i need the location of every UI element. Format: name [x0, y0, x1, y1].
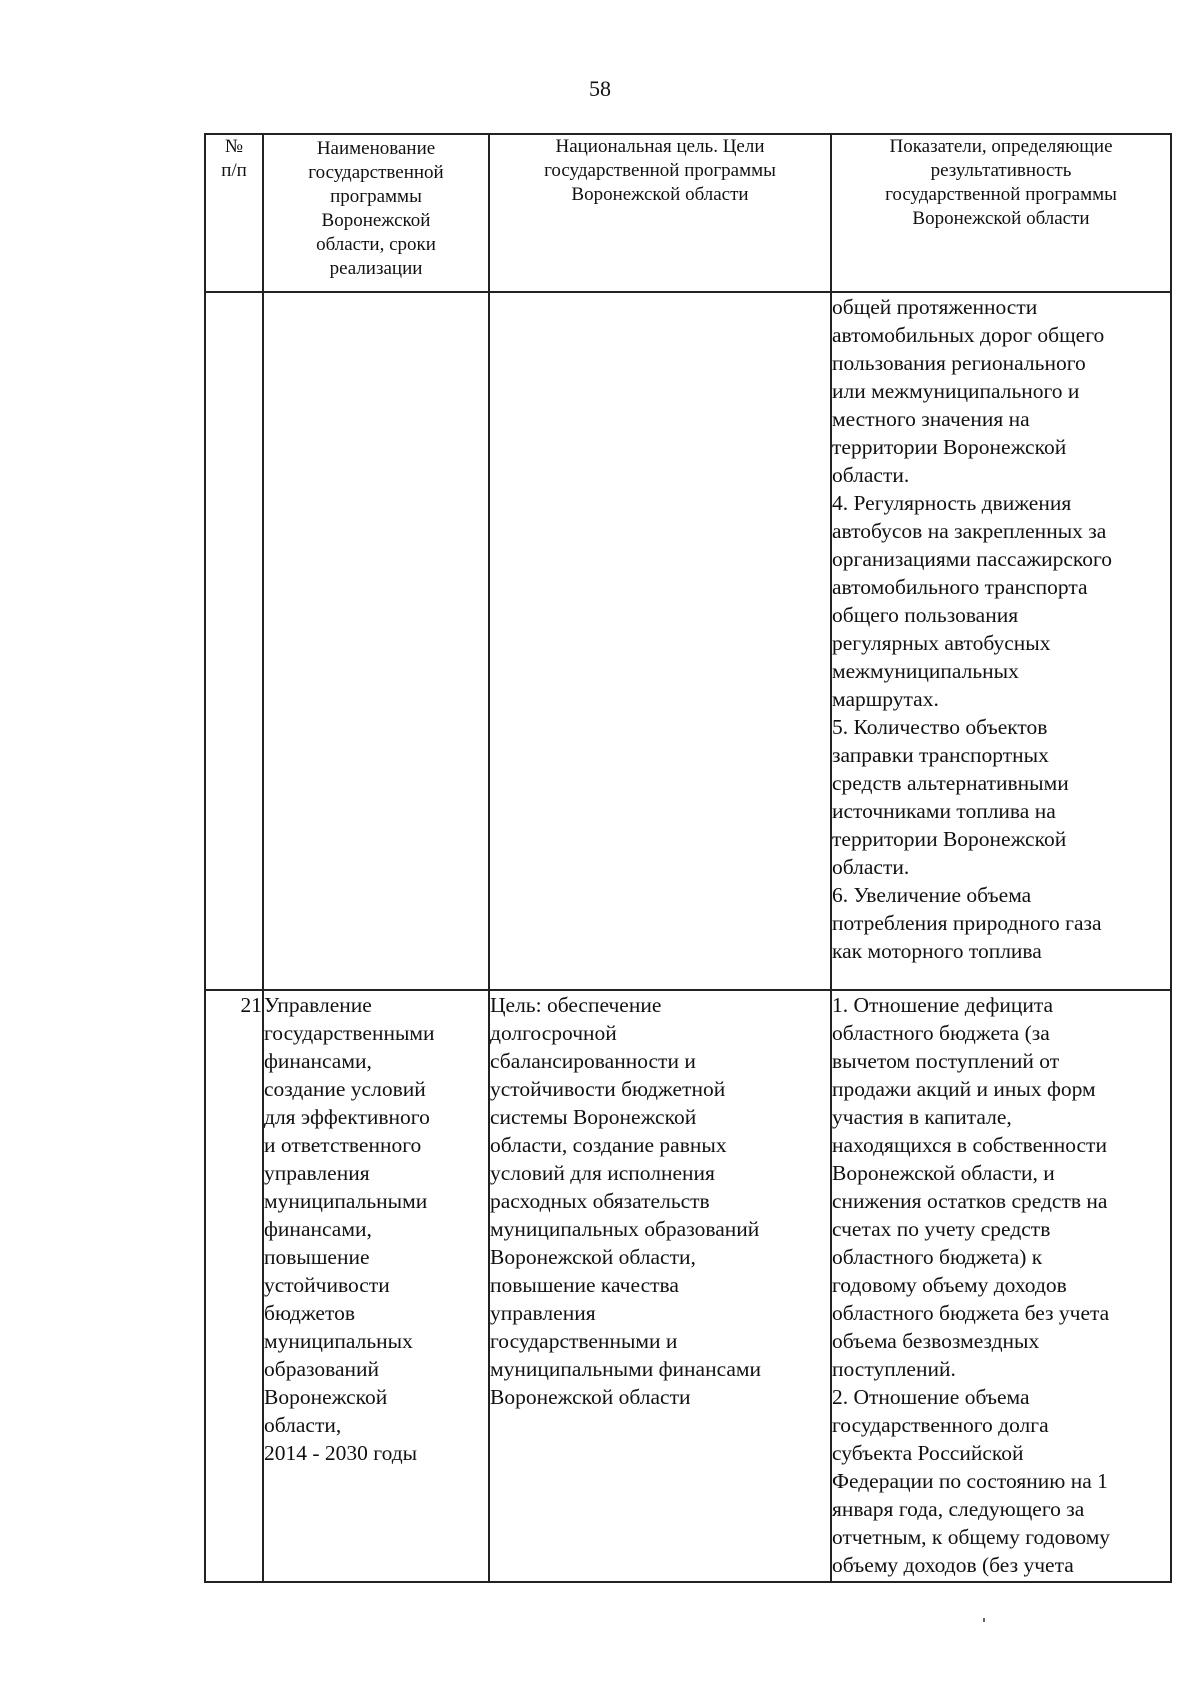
table-row: [205, 990, 1171, 1582]
text-line: регулярных автобусных: [832, 631, 1051, 655]
text-line: бюджетов: [264, 1301, 355, 1325]
text-line: областного бюджета (за: [832, 1021, 1050, 1045]
text-line: 4. Регулярность движения: [832, 491, 1072, 515]
text-line: государственной: [308, 162, 444, 183]
text-line: 6. Увеличение объема: [832, 883, 1032, 907]
text-line: находящихся в собственности: [832, 1133, 1107, 1157]
text-line: Воронежской: [264, 1385, 388, 1409]
text-line: территории Воронежской: [832, 435, 1067, 459]
text-line: системы Воронежской: [490, 1105, 697, 1129]
indicators-cell: [831, 292, 1171, 990]
text-line: потребления природного газа: [832, 911, 1102, 935]
text-line: объему доходов (без учета: [832, 1553, 1074, 1577]
text-line: №: [224, 136, 244, 157]
text-line: Национальная цель. Цели: [555, 136, 765, 157]
text-line: муниципальных образований: [490, 1217, 760, 1241]
text-line: устойчивости бюджетной: [490, 1077, 726, 1101]
text-line: 1. Отношение дефицита: [832, 993, 1054, 1017]
programs-table: [204, 133, 1172, 1583]
text-line: организациями пассажирского: [832, 547, 1113, 571]
text-line: Цель: обеспечение: [490, 993, 662, 1017]
text-line: и ответственного: [264, 1133, 422, 1157]
header-indicators: [831, 134, 1171, 292]
text-line: Воронежской области: [571, 184, 749, 205]
header-num: [205, 134, 263, 292]
text-line: Воронежской: [321, 210, 431, 231]
program-cell: [263, 990, 489, 1582]
text-line: расходных обязательств: [490, 1189, 710, 1213]
text-line: государственными: [264, 1021, 435, 1045]
header-goal: [489, 134, 831, 292]
text-line: областного бюджета без учета: [832, 1301, 1110, 1325]
text-line: местного значения на: [832, 407, 1030, 431]
table-header-row: [205, 134, 1171, 292]
row-num-cell: 21: [205, 990, 263, 1582]
text-line: государственными и: [490, 1329, 678, 1353]
text-line: области, создание равных: [490, 1133, 727, 1157]
text-line: Управление: [264, 993, 372, 1017]
text-line: заправки транспортных: [832, 743, 1049, 767]
text-line: средств альтернативными: [832, 771, 1069, 795]
text-line: участия в капитале,: [832, 1105, 1012, 1129]
goal-cell: [489, 990, 831, 1582]
text-line: финансами,: [264, 1217, 372, 1241]
text-line: объема безвозмездных: [832, 1329, 1040, 1353]
text-line: снижения остатков средств на: [832, 1189, 1108, 1213]
row-num-cell: [205, 292, 263, 990]
text-line: для эффективного: [264, 1105, 430, 1129]
text-line: Воронежской области: [490, 1385, 691, 1409]
text-line: управления: [264, 1161, 370, 1185]
text-line: области.: [832, 463, 910, 487]
text-line: маршрутах.: [832, 687, 939, 711]
text-line: образований: [264, 1357, 380, 1381]
text-line: долгосрочной: [490, 1021, 617, 1045]
text-line: Воронежской области: [912, 208, 1090, 229]
text-line: отчетным, к общему годовому: [832, 1525, 1111, 1549]
text-line: Показатели, определяющие: [889, 136, 1113, 157]
text-line: программы: [330, 186, 422, 207]
text-line: поступлений.: [832, 1357, 956, 1381]
text-line: повышение качества: [490, 1273, 679, 1297]
text-line: сбалансированности и: [490, 1049, 696, 1073]
goal-cell: [489, 292, 831, 990]
text-line: автомобильного транспорта: [832, 575, 1088, 599]
table-row: [205, 292, 1171, 990]
text-line: общего пользования: [832, 603, 1019, 627]
text-line: областного бюджета) к: [832, 1245, 1043, 1269]
text-line: 2014 - 2030 годы: [264, 1441, 418, 1465]
text-line: пользования регионального: [832, 351, 1086, 375]
text-line: Наименование: [316, 138, 436, 159]
text-line: условий для исполнения: [490, 1161, 715, 1185]
text-line: 2. Отношение объема: [832, 1385, 1030, 1409]
text-line: Воронежской области,: [490, 1245, 696, 1269]
text-line: результативность: [930, 160, 1072, 181]
text-line: области.: [832, 855, 910, 879]
text-line: января года, следующего за: [832, 1497, 1085, 1521]
text-line: финансами,: [264, 1049, 372, 1073]
text-line: субъекта Российской: [832, 1441, 1024, 1465]
text-line: счетах по учету средств: [832, 1217, 1051, 1241]
text-line: государственной программы: [885, 184, 1117, 205]
text-line: автобусов на закрепленных за: [832, 519, 1107, 543]
text-line: устойчивости: [264, 1273, 390, 1297]
text-line: муниципальных: [264, 1329, 413, 1353]
text-line: 5. Количество объектов: [832, 715, 1048, 739]
text-line: годовому объему доходов: [832, 1273, 1067, 1297]
text-line: Воронежской области, и: [832, 1161, 1055, 1185]
text-line: государственной программы: [544, 160, 776, 181]
text-line: повышение: [264, 1245, 370, 1269]
text-line: п/п: [221, 160, 247, 181]
text-line: управления: [490, 1301, 596, 1325]
text-line: как моторного топлива: [832, 939, 1042, 963]
text-line: муниципальными финансами: [490, 1357, 762, 1381]
text-line: реализации: [329, 258, 423, 279]
text-line: Федерации по состоянию на 1: [832, 1469, 1108, 1493]
text-line: области, сроки: [316, 234, 436, 255]
program-cell: [263, 292, 489, 990]
text-line: территории Воронежской: [832, 827, 1067, 851]
indicators-cell: [831, 990, 1171, 1582]
text-line: государственного долга: [832, 1413, 1049, 1437]
text-line: источниками топлива на: [832, 799, 1056, 823]
text-line: области,: [264, 1413, 342, 1437]
text-line: или межмуниципального и: [832, 379, 1080, 403]
text-line: создание условий: [264, 1077, 426, 1101]
text-line: муниципальными: [264, 1189, 428, 1213]
text-line: общей протяженности: [832, 295, 1038, 319]
text-line: автомобильных дорог общего: [832, 323, 1105, 347]
text-line: межмуниципальных: [832, 659, 1019, 683]
header-program: [263, 134, 489, 292]
page-number: 58: [589, 76, 611, 101]
text-line: вычетом поступлений от: [832, 1049, 1060, 1073]
text-line: продажи акций и иных форм: [832, 1077, 1096, 1101]
scan-speck: [983, 1618, 985, 1622]
